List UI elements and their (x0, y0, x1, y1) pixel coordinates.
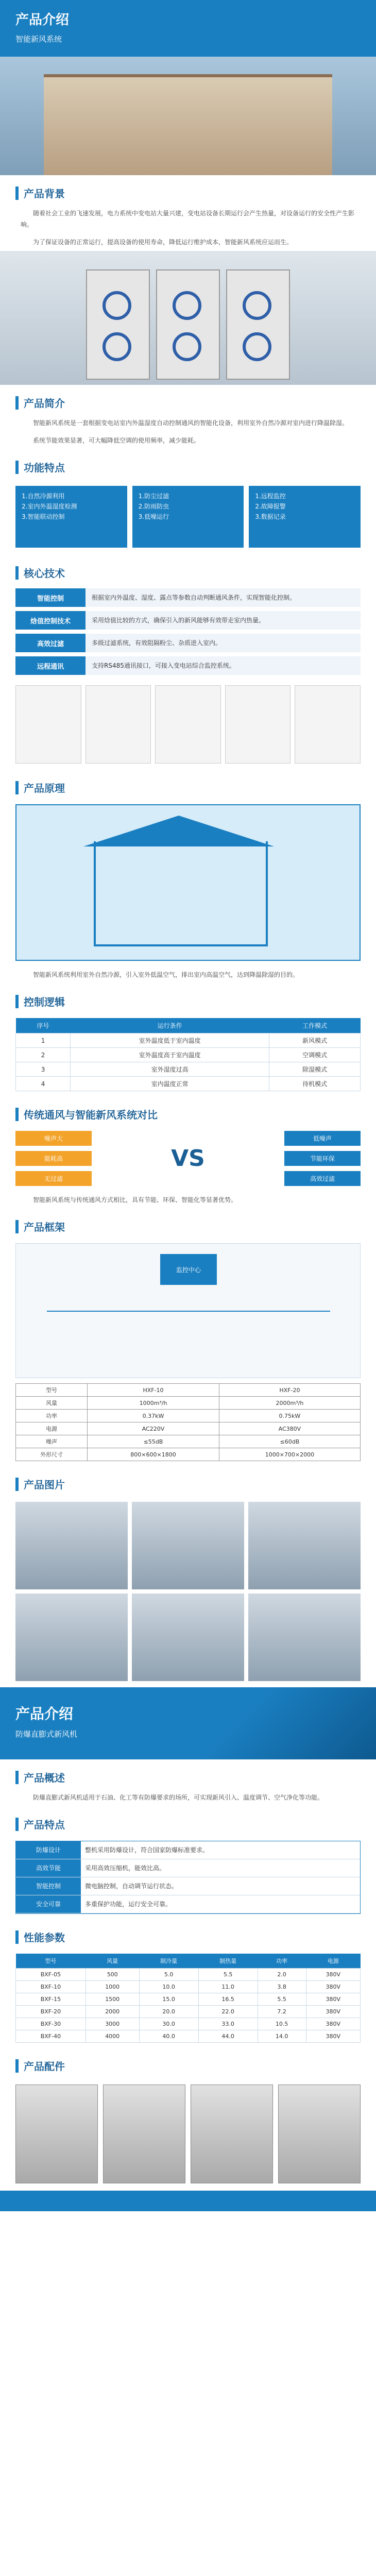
table-row (16, 1422, 361, 1435)
compare-caption: 智能新风系统与传统通风方式相比，具有节能、环保、智能化等显著优势。 (33, 1196, 237, 1204)
smart-item: 高效过滤 (284, 1171, 361, 1186)
table-cell: 外形尺寸 (16, 1448, 88, 1461)
table-cell: 室外湿度过高 (71, 1062, 269, 1077)
table-cell: ≤55dB (88, 1435, 219, 1448)
background-title (0, 175, 376, 205)
perf-heading: 性能参数 (24, 1931, 65, 1944)
table-cell: 噪声 (16, 1435, 88, 1448)
column-header: 风量 (86, 1954, 139, 1969)
table-cell: 10.5 (258, 2018, 306, 2030)
title-marker (15, 1108, 19, 1121)
accessories-grid (0, 2077, 376, 2191)
certificate-image (295, 685, 361, 764)
table-cell: 40.0 (139, 2030, 198, 2043)
table-cell: 除湿模式 (269, 1062, 361, 1077)
control-table (15, 1018, 361, 1091)
features-grid (0, 479, 376, 555)
control-heading: 控制逻辑 (24, 996, 65, 1008)
traditional-item: 能耗高 (15, 1151, 92, 1166)
perf-title (0, 1919, 376, 1948)
table-cell: 电源 (16, 1422, 88, 1435)
tech-label: 高效过滤 (15, 634, 86, 652)
column-header: 工作模式 (269, 1018, 361, 1033)
features-section (0, 449, 376, 555)
fan-icon (173, 332, 201, 361)
profile-heading: 产品简介 (24, 397, 65, 410)
table-cell: 3 (16, 1062, 71, 1077)
fan-icon (243, 332, 271, 361)
tech-section (0, 555, 376, 770)
table-row (16, 1048, 361, 1062)
principle-section (0, 770, 376, 984)
fan-icon (102, 291, 131, 320)
tech-row (15, 634, 361, 652)
smart-item: 低噪声 (284, 1131, 361, 1146)
overview-title (0, 1759, 376, 1789)
bus-line (47, 1311, 330, 1312)
profile-p1: 智能新风系统是一套根据变电站室内外温湿度自动控制通风的智能化设备，利用室外自然冷源对室内进行降温除湿。 (33, 419, 349, 427)
table-cell: 800×600×1800 (88, 1448, 219, 1461)
monitor-screen: 监控中心 (160, 1254, 217, 1285)
title-marker (15, 1930, 19, 1944)
table-row (16, 1981, 361, 1993)
intro-section (0, 0, 376, 175)
product-photo (132, 1594, 244, 1681)
tech-text: 支持RS485通讯接口，可接入变电站综合监控系统。 (86, 656, 361, 675)
table-cell: 0.37kW (88, 1410, 219, 1422)
table-cell: 380V (306, 1969, 360, 1981)
table-cell: 5.0 (139, 1969, 198, 1981)
tech-label: 焓值控制技术 (15, 611, 86, 630)
table-cell: 14.0 (258, 2030, 306, 2043)
perf-table (15, 1954, 361, 2043)
table-cell: 380V (306, 1981, 360, 1993)
feature-row (16, 1841, 360, 1859)
table-cell: 15.0 (139, 1993, 198, 2006)
table-cell: 22.0 (198, 2006, 258, 2018)
table-row (16, 2018, 361, 2030)
feature-key: 安全可靠 (16, 1895, 81, 1913)
table-cell: 2.0 (258, 1969, 306, 1981)
table-cell: 380V (306, 1993, 360, 2006)
cabinet-unit (86, 269, 150, 380)
accessory-photo (103, 2084, 185, 2183)
product-photo (132, 1502, 244, 1589)
vs-mark: VS (171, 1145, 205, 1172)
part2-title: 产品介绍 (15, 1705, 74, 1722)
feature-row (16, 1895, 360, 1913)
compare-section (0, 1096, 376, 1209)
table-row (16, 1969, 361, 1981)
background-p2: 为了保证设备的正常运行，提高设备的使用寿命，降低运行维护成本，智能新风系统应运而生。 (33, 239, 293, 246)
compare-heading: 传统通风与智能新风系统对比 (24, 1109, 158, 1121)
table-cell: 5.5 (198, 1969, 258, 1981)
table-cell: 新风模式 (269, 1033, 361, 1048)
table-cell: AC220V (88, 1422, 219, 1435)
table-cell: 风量 (16, 1397, 88, 1410)
feature-card: 1.远程监控 2.故障报警 3.数据记录 (249, 486, 361, 548)
table-cell: 1500 (86, 1993, 139, 2006)
tech-title (0, 555, 376, 584)
table-cell: 3000 (86, 2018, 139, 2030)
tech-label: 智能控制 (15, 588, 86, 607)
spec-table (15, 1383, 361, 1461)
certificates (0, 679, 376, 770)
title-marker (15, 995, 19, 1008)
feature-key: 智能控制 (16, 1877, 81, 1895)
feature-value: 采用高效压缩机，能效比高。 (85, 1865, 166, 1872)
table-cell: 1000m³/h (88, 1397, 219, 1410)
table-cell: 1000×700×2000 (219, 1448, 360, 1461)
table-row (16, 2030, 361, 2043)
table-row (16, 1448, 361, 1461)
certificate-image (15, 685, 81, 764)
features-heading: 功能特点 (24, 462, 65, 474)
title-marker (15, 1478, 19, 1491)
feature-card: 1.自然冷源利用 2.室内外温湿度检测 3.智能联动控制 (15, 486, 127, 548)
tech-label: 远程通讯 (15, 656, 86, 675)
title-marker (15, 781, 19, 794)
compare-title (0, 1096, 376, 1126)
column-header: 制热量 (198, 1954, 258, 1969)
background-heading: 产品背景 (24, 188, 65, 200)
table-cell: BXF-10 (16, 1981, 86, 1993)
accessory-photo (15, 2084, 98, 2183)
table-cell: BXF-15 (16, 1993, 86, 2006)
table-cell: 30.0 (139, 2018, 198, 2030)
tech-row (15, 611, 361, 630)
tech-row (15, 588, 361, 607)
architecture-section (0, 1209, 376, 1466)
background-p1: 随着社会工业的飞速发展，电力系统中变电站大量兴建，变电站设备长期运行会产生热量，对设备运行的安全性产生影响。 (21, 210, 355, 228)
table-row (16, 1033, 361, 1048)
principle-diagram (15, 804, 361, 961)
principle-title (0, 770, 376, 799)
column-header: 运行条件 (71, 1018, 269, 1033)
overview-text: 防爆直膨式新风机适用于石油、化工等有防爆要求的场所，可实现新风引入、温度调节、空气净化等功能。 (33, 1794, 324, 1801)
building-photo (0, 57, 376, 175)
part2-header (0, 1687, 376, 1759)
part2-section (0, 1687, 376, 2211)
intro-header (0, 0, 376, 57)
table-row (16, 1062, 361, 1077)
cabinet-unit (226, 269, 290, 380)
table-row (16, 1397, 361, 1410)
table-row (16, 1435, 361, 1448)
control-title (0, 984, 376, 1013)
control-section (0, 984, 376, 1096)
compare-row (0, 1126, 376, 1191)
table-cell: AC380V (219, 1422, 360, 1435)
table-row (16, 1384, 361, 1397)
building-image (44, 74, 332, 175)
tech-text: 采用焓值比较的方式，确保引入的新风能够有效带走室内热量。 (86, 611, 361, 630)
tech-row (15, 656, 361, 675)
column-header: 制冷量 (139, 1954, 198, 1969)
smart-item: 节能环保 (284, 1151, 361, 1166)
table-cell: 380V (306, 2030, 360, 2043)
profile-p2: 系统节能效果显著，可大幅降低空调的使用频率，减少能耗。 (33, 437, 200, 444)
table-cell: 空调模式 (269, 1048, 361, 1062)
tech-text: 根据室内外温度、湿度、露点等参数自动判断通风条件，实现智能化控制。 (86, 588, 361, 607)
column-header: 序号 (16, 1018, 71, 1033)
title-marker (15, 1818, 19, 1831)
p2-features-heading: 产品特点 (24, 1819, 65, 1831)
product-photo (15, 1502, 128, 1589)
machine-photo (0, 251, 376, 385)
table-cell: HXF-10 (88, 1384, 219, 1397)
table-cell: HXF-20 (219, 1384, 360, 1397)
gallery-heading: 产品图片 (24, 1479, 65, 1491)
table-cell: 0.75kW (219, 1410, 360, 1422)
tech-heading: 核心技术 (24, 567, 65, 580)
table-cell: 室外温度低于室内温度 (71, 1033, 269, 1048)
table-cell: 20.0 (139, 2006, 198, 2018)
accessories-title (0, 2048, 376, 2077)
footer-strip (0, 2191, 376, 2211)
gallery-grid (0, 1496, 376, 1687)
table-cell: 功率 (16, 1410, 88, 1422)
cabinet-unit (156, 269, 220, 380)
table-row (16, 1077, 361, 1091)
certificate-image (155, 685, 221, 764)
profile-title (0, 385, 376, 414)
column-header: 电源 (306, 1954, 360, 1969)
title-marker (15, 187, 19, 200)
table-cell: 16.5 (198, 1993, 258, 2006)
column-header: 型号 (16, 1954, 86, 1969)
traditional-list (15, 1131, 92, 1186)
principle-heading: 产品原理 (24, 782, 65, 794)
certificate-image (86, 685, 151, 764)
column-header: 功率 (258, 1954, 306, 1969)
table-cell: 室内温度正常 (71, 1077, 269, 1091)
feature-row (16, 1877, 360, 1895)
accessories-heading: 产品配件 (24, 2060, 65, 2073)
table-cell: 5.5 (258, 1993, 306, 2006)
title-marker (15, 566, 19, 580)
product-photo (248, 1594, 361, 1681)
table-cell: 2000m³/h (219, 1397, 360, 1410)
title-marker (15, 396, 19, 410)
certificate-image (225, 685, 291, 764)
p2-features-title (0, 1806, 376, 1836)
overview-heading: 产品概述 (24, 1772, 65, 1784)
fan-icon (173, 291, 201, 320)
feature-card: 1.防尘过滤 2.防雨防虫 3.低噪运行 (132, 486, 244, 548)
feature-value: 多重保护功能，运行安全可靠。 (85, 1901, 172, 1908)
table-row (16, 1993, 361, 2006)
table-cell: 待机模式 (269, 1077, 361, 1091)
table-cell: 7.2 (258, 2006, 306, 2018)
title-marker (15, 1220, 19, 1233)
table-cell: 2 (16, 1048, 71, 1062)
title-marker (15, 2059, 19, 2073)
tech-text: 多级过滤系统，有效阻隔粉尘、杂质进入室内。 (86, 634, 361, 652)
table-cell: ≤60dB (219, 1435, 360, 1448)
table-cell: 1000 (86, 1981, 139, 1993)
accessory-photo (191, 2084, 273, 2183)
title-marker (15, 1771, 19, 1784)
table-header (16, 1954, 361, 1969)
table-row (16, 2006, 361, 2018)
table-cell: 3.8 (258, 1981, 306, 1993)
architecture-heading: 产品框架 (24, 1221, 65, 1233)
table-cell: 380V (306, 2018, 360, 2030)
table-cell: 型号 (16, 1384, 88, 1397)
table-cell: 2000 (86, 2006, 139, 2018)
table-cell: 11.0 (198, 1981, 258, 1993)
table-cell: BXF-20 (16, 2006, 86, 2018)
table-cell: BXF-30 (16, 2018, 86, 2030)
table-cell: BXF-05 (16, 1969, 86, 1981)
traditional-item: 无过滤 (15, 1171, 92, 1186)
gallery-title (0, 1466, 376, 1496)
table-header (16, 1018, 361, 1033)
table-row (16, 1410, 361, 1422)
table-cell: 10.0 (139, 1981, 198, 1993)
architecture-diagram (15, 1243, 361, 1378)
profile-section (0, 385, 376, 449)
table-cell: 380V (306, 2006, 360, 2018)
architecture-title (0, 1209, 376, 1238)
features-title (0, 449, 376, 479)
feature-value: 微电脑控制，自动调节运行状态。 (85, 1883, 178, 1890)
product-photo (248, 1502, 361, 1589)
title-marker (15, 461, 19, 474)
table-cell: 4 (16, 1077, 71, 1091)
traditional-item: 噪声大 (15, 1131, 92, 1146)
gallery-section (0, 1466, 376, 1687)
p2-features-list (15, 1841, 361, 1914)
table-cell: 室外温度高于室内温度 (71, 1048, 269, 1062)
table-cell: 33.0 (198, 2018, 258, 2030)
fan-icon (243, 291, 271, 320)
intro-subtitle: 智能新风系统 (15, 35, 62, 44)
house-outline (94, 841, 268, 946)
table-cell: 500 (86, 1969, 139, 1981)
feature-value: 整机采用防爆设计，符合国家防爆标准要求。 (85, 1846, 209, 1854)
feature-row (16, 1859, 360, 1877)
table-cell: 1 (16, 1033, 71, 1048)
intro-title: 产品介绍 (15, 12, 70, 28)
table-cell: 44.0 (198, 2030, 258, 2043)
smart-list (284, 1131, 361, 1186)
part2-subtitle: 防爆直膨式新风机 (15, 1730, 78, 1739)
fan-icon (102, 332, 131, 361)
product-photo (15, 1594, 128, 1681)
feature-key: 防爆设计 (16, 1841, 81, 1859)
principle-caption: 智能新风系统利用室外自然冷源，引入室外低温空气，排出室内高温空气，达到降温除湿的目的。 (33, 971, 299, 978)
accessory-photo (278, 2084, 361, 2183)
feature-key: 高效节能 (16, 1859, 81, 1877)
table-cell: 4000 (86, 2030, 139, 2043)
background-section (0, 175, 376, 385)
table-cell: BXF-40 (16, 2030, 86, 2043)
